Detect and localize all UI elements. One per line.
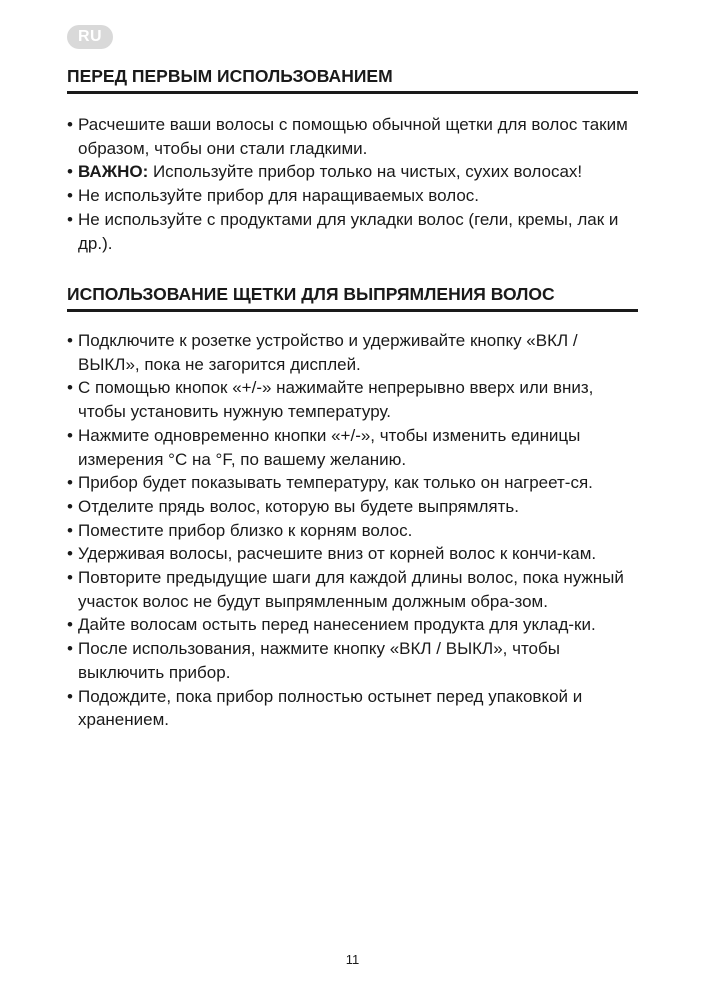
- list-item-text: Используйте прибор только на чистых, сухих волосах!: [148, 162, 583, 182]
- list-item: • С помощью кнопок «+/-» нажимайте непрерывно вверх или вниз, чтобы установить нужную температуру.: [67, 378, 594, 422]
- list-item: • Подождите, пока прибор полностью остынет перед упаковкой и хранением.: [67, 686, 583, 730]
- list-item-text: Не используйте с продуктами для укладки волос (гели, кремы, лак и др.).: [78, 209, 619, 253]
- important-label: ВАЖНО:: [78, 162, 149, 182]
- list-item: • Не используйте прибор для наращиваемых волос.: [67, 186, 480, 206]
- list-item: • Отделите прядь волос, которую вы будете выпрямлять.: [67, 496, 520, 516]
- language-badge: RU: [67, 25, 113, 49]
- list-item: • ВАЖНО: Используйте прибор только на чистых, сухих волосах!: [67, 162, 583, 182]
- list-item: • После использования, нажмите кнопку «ВКЛ / ВЫКЛ», чтобы выключить прибор.: [67, 639, 560, 682]
- section-title-usage: ИСПОЛЬЗОВАНИЕ ЩЕТКИ ДЛЯ ВЫПРЯМЛЕНИЯ ВОЛОС: [67, 283, 638, 312]
- list-item: • Не используйте с продуктами для укладки волос (гели, кремы, лак и др.).: [67, 209, 619, 253]
- list-item: • Нажмите одновременно кнопки «+/-», чтобы изменить единицы измерения °C на °F, по вашему желанию.: [67, 425, 581, 469]
- usage-list: [67, 329, 642, 732]
- list-item: • Поместите прибор близко к корням волос.: [67, 520, 413, 540]
- list-item-text: Не используйте прибор для наращиваемых волос.: [78, 186, 480, 206]
- list-item: • Расчешите ваши волосы с помощью обычной щетки для волос таким образом, чтобы они стали гладкими.: [67, 115, 628, 158]
- page-number: 11: [345, 952, 360, 967]
- list-item-text: Поместите прибор близко к корням волос.: [78, 520, 413, 540]
- list-item-text: С помощью кнопок «+/-» нажимайте непрерывно вверх или вниз, чтобы установить нужную температуру.: [78, 378, 594, 422]
- list-item: • Удерживая волосы, расчешите вниз от корней волос к кончи-кам.: [67, 544, 597, 564]
- list-item-text: Отделите прядь волос, которую вы будете выпрямлять.: [78, 496, 520, 516]
- list-item: • Дайте волосам остыть перед нанесением продукта для уклад-ки.: [67, 615, 596, 635]
- list-item-text: Расчешите ваши волосы с помощью обычной щетки для волос таким образом, чтобы они стали гладкими.: [78, 115, 628, 158]
- list-item-text: Повторите предыдущие шаги для каждой длины волос, пока нужный участок волос не будут выпрямленным должным обра-зом.: [78, 568, 624, 611]
- list-item: • Подключите к розетке устройство и удерживайте кнопку «ВКЛ / ВЫКЛ», пока не загорится дисплей.: [67, 331, 578, 374]
- list-item-text: Подождите, пока прибор полностью остынет перед упаковкой и хранением.: [78, 686, 583, 730]
- list-item-text: Прибор будет показывать температуру, как только он нагреет-ся.: [78, 473, 593, 493]
- list-item-text: Удерживая волосы, расчешите вниз от корней волос к кончи-кам.: [78, 544, 597, 564]
- list-item: • Повторите предыдущие шаги для каждой длины волос, пока нужный участок волос не будут выпрямленным должным обра-зом.: [67, 568, 624, 611]
- list-item-text: Подключите к розетке устройство и удерживайте кнопку «ВКЛ / ВЫКЛ», пока не загорится дисплей.: [78, 331, 578, 374]
- list-item-text: Нажмите одновременно кнопки «+/-», чтобы изменить единицы измерения °C на °F, по вашему желанию.: [78, 425, 581, 469]
- section-title-before-first-use: ПЕРЕД ПЕРВЫМ ИСПОЛЬЗОВАНИЕМ: [67, 65, 638, 94]
- list-item-text: Дайте волосам остыть перед нанесением продукта для уклад-ки.: [78, 615, 596, 635]
- before-first-use-list: [67, 113, 642, 255]
- list-item-text: После использования, нажмите кнопку «ВКЛ / ВЫКЛ», чтобы выключить прибор.: [78, 639, 560, 682]
- list-item: • Прибор будет показывать температуру, как только он нагреет-ся.: [67, 473, 593, 493]
